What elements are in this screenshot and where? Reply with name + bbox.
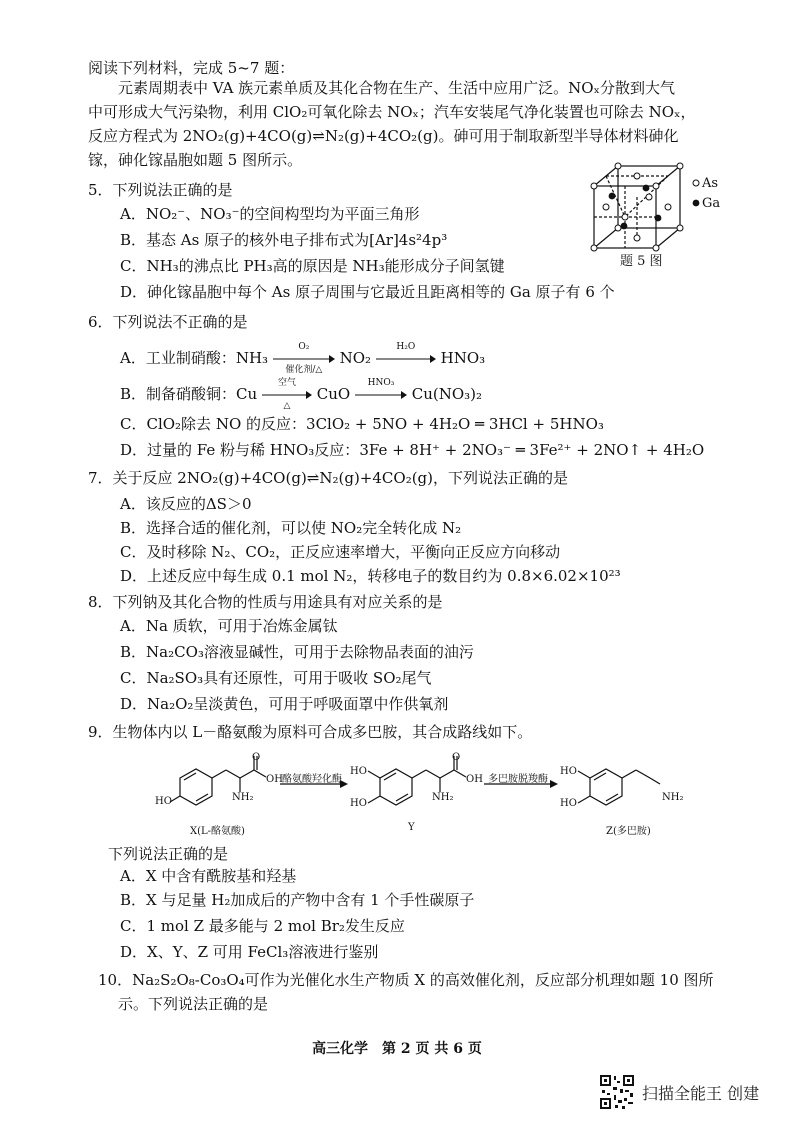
product-no2: NO₂ <box>339 349 372 367</box>
option-c: C．ClO₂除去 NO 的反应：3ClO₂ + 5NO + 4H₂O ═ 3HCl + 5HNO₃ <box>120 415 604 433</box>
molecule-label-z: Z(多巴胺) <box>606 826 651 837</box>
question-stem: 10．Na₂S₂O₈-Co₃O₄可作为光催化水生产物质 X 的高效催化剂，反应部分机理如题 10 图所 <box>98 971 714 989</box>
intro-line: 反应方程式为 2NO₂(g)+4CO(g)⇌N₂(g)+4CO₂(g)。砷可用于制取新型半导体材料砷化 <box>88 127 679 145</box>
sub-stem: 下列说法正确的是 <box>108 845 229 863</box>
question-stem: 8．下列钠及其化合物的性质与用途具有对应关系的是 <box>88 593 443 611</box>
enzyme-label: 酪氨酸羟化酶 <box>282 774 342 785</box>
group-ho: HO <box>350 798 367 809</box>
question-stem: 7．关于反应 2NO₂(g)+4CO(g)⇌N₂(g)+4CO₂(g)，下列说法正确的是 <box>88 469 569 487</box>
group-nh2: NH₂ <box>432 792 454 803</box>
group-oh: OH <box>266 774 283 785</box>
intro-line: 镓，砷化镓晶胞如题 5 图所示。 <box>88 151 303 169</box>
figure-caption: 题 5 图 <box>620 254 663 269</box>
option-b: B．选择合适的催化剂，可以使 NO₂完全转化成 N₂ <box>120 519 462 537</box>
group-oh: OH <box>466 774 483 785</box>
arrow-condition-top: O₂ <box>298 342 310 352</box>
arrow-condition-bottom: △ <box>283 401 291 411</box>
intro-line: 元素周期表中 VA 族元素单质及其化合物在生产、生活中应用广泛。NOₓ分散到大气 <box>118 79 675 97</box>
option-d: D．Na₂O₂呈淡黄色，可用于呼吸面罩中作供氧剂 <box>120 695 449 713</box>
option-b: B．Na₂CO₃溶液显碱性，可用于去除物品表面的油污 <box>120 643 474 661</box>
arrow-condition-top: 空气 <box>277 378 296 388</box>
intro-line: 阅读下列材料，完成 5~7 题： <box>88 59 295 77</box>
camscanner-watermark <box>598 1073 759 1111</box>
option-a-text: A．工业制硝酸：NH₃ <box>120 349 269 367</box>
option-a: A．NO₂⁻、NO₃⁻的空间构型均为平面三角形 <box>120 205 420 223</box>
option-a: A．Na 质软，可用于冶炼金属钛 <box>120 617 338 635</box>
question-stem-cont: 示。下列说法正确的是 <box>118 995 269 1013</box>
option-c: C．NH₃的沸点比 PH₃高的原因是 NH₃能形成分子间氢键 <box>120 257 505 275</box>
group-ho: HO <box>560 766 577 777</box>
arrow-condition-top: H₂O <box>396 342 416 352</box>
group-nh2: NH₂ <box>232 792 254 803</box>
option-a <box>120 342 486 375</box>
arrow-condition-bottom: 催化剂/△ <box>285 365 323 375</box>
option-c: C．Na₂SO₃具有还原性，可用于吸收 SO₂尾气 <box>120 669 432 687</box>
group-ho: HO <box>560 798 577 809</box>
qr-code-icon <box>598 1073 636 1111</box>
option-a: A．该反应的ΔS＞0 <box>120 495 252 513</box>
option-d: D．过量的 Fe 粉与稀 HNO₃反应：3Fe + 8H⁺ + 2NO₃⁻ ═ 3Fe²⁺ + 2NO↑ + 4H₂O <box>120 441 705 459</box>
group-ho: HO <box>155 796 172 807</box>
question-stem: 9．生物体内以 L－酪氨酸为原料可合成多巴胺，其合成路线如下。 <box>88 723 533 741</box>
option-c: C．及时移除 N₂、CO₂，正反应速率增大，平衡向正反应方向移动 <box>120 543 561 561</box>
option-d: D．砷化镓晶胞中每个 As 原子周围与它最近且距离相等的 Ga 原子有 6 个 <box>120 283 615 301</box>
question-stem: 5．下列说法正确的是 <box>88 181 233 199</box>
product-cuo: CuO <box>316 385 351 403</box>
legend-as: As <box>702 176 719 191</box>
camscanner-text: 扫描全能王 创建 <box>642 1083 760 1103</box>
group-o: O <box>452 752 461 763</box>
legend-ga: Ga <box>702 196 721 211</box>
reaction-arrow <box>376 342 436 369</box>
arrow-icon <box>550 780 558 788</box>
molecule-label-x: X(L-酪氨酸) <box>190 826 245 837</box>
option-b-text: B．制备硝酸铜：Cu <box>120 385 258 403</box>
product-cuno32: Cu(NO₃)₂ <box>411 385 483 403</box>
enzyme-label: 多巴胺脱羧酶 <box>488 774 548 785</box>
group-o: O <box>252 752 261 763</box>
option-b: B．基态 As 原子的核外电子排布式为[Ar]4s²4p³ <box>120 231 448 249</box>
option-b: B．X 与足量 H₂加成后的产物中含有 1 个手性碳原子 <box>120 891 475 909</box>
reaction-arrow <box>355 378 407 405</box>
option-c: C．1 mol Z 最多能与 2 mol Br₂发生反应 <box>120 917 405 935</box>
option-d: D．X、Y、Z 可用 FeCl₃溶液进行鉴别 <box>120 943 379 961</box>
page-footer: 高三化学 第 2 页 共 6 页 <box>312 1041 482 1057</box>
option-a: A．X 中含有酰胺基和羟基 <box>120 867 297 885</box>
arrow-condition-top: HNO₃ <box>367 378 395 388</box>
reaction-arrow <box>262 378 312 411</box>
reaction-arrow <box>273 342 335 375</box>
intro-line: 中可形成大气污染物，利用 ClO₂可氧化除去 NOₓ；汽车安装尾气净化装置也可除去 NOₓ， <box>88 103 696 121</box>
question-stem: 6．下列说法不正确的是 <box>88 313 248 331</box>
option-d: D．上述反应中每生成 0.1 mol N₂，转移电子的数目约为 0.8×6.02×10²³ <box>120 567 621 585</box>
group-ho: HO <box>350 766 367 777</box>
group-nh2: NH₂ <box>662 792 684 803</box>
option-b <box>120 378 483 411</box>
molecule-label-y: Y <box>408 822 415 833</box>
product-hno3: HNO₃ <box>440 349 486 367</box>
